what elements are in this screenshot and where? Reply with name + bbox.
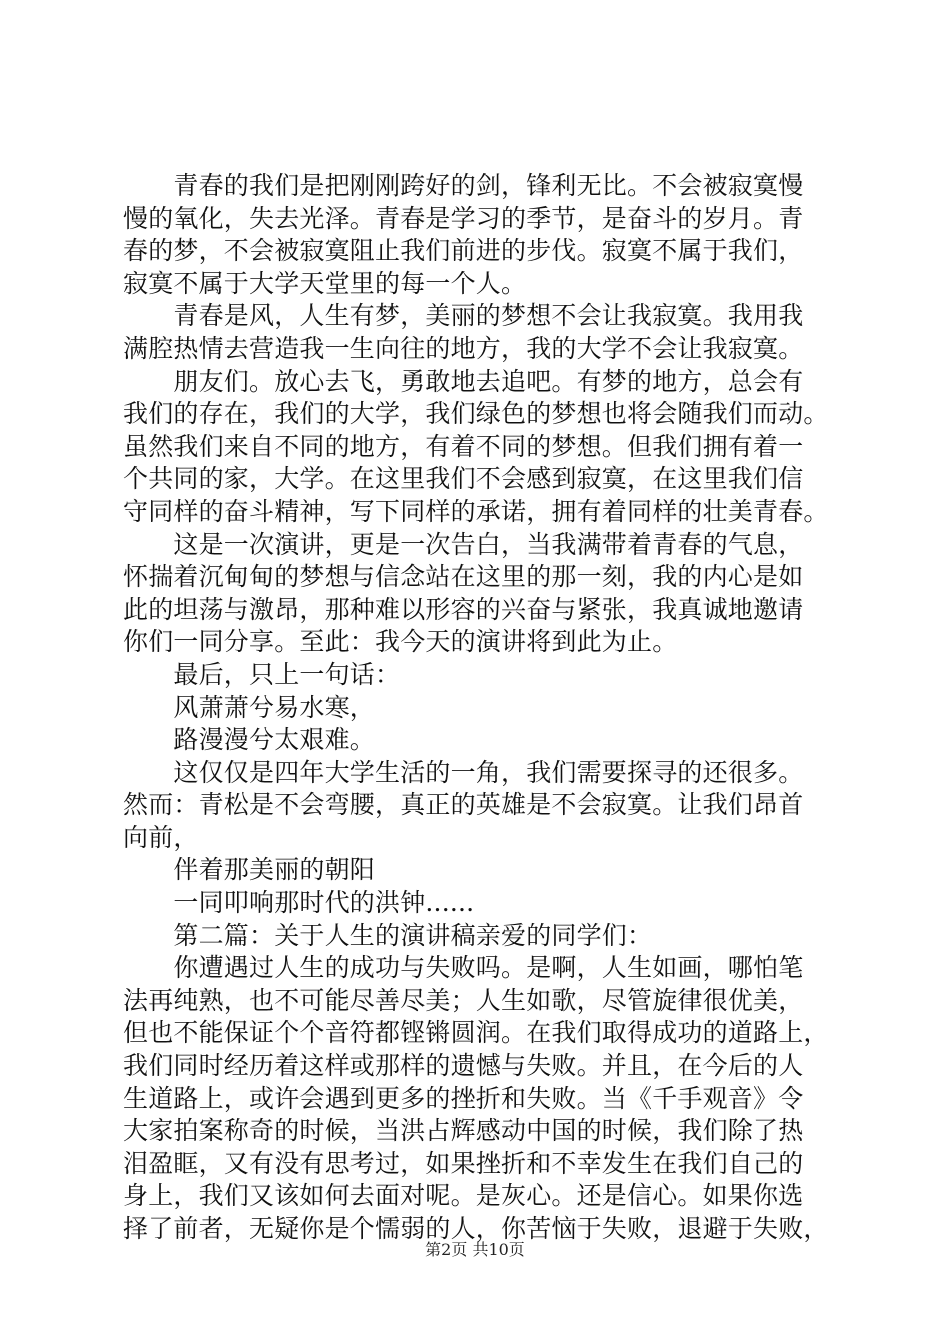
text-line: 然而：青松是不会弯腰，真正的英雄是不会寂寞。让我们昂首 — [123, 790, 804, 820]
text-line: 大家拍案称奇的时候，当洪占辉感动中国的时候，我们除了热 — [123, 1116, 804, 1146]
document-body — [123, 170, 835, 1246]
text-line: 泪盈眶，又有没有思考过，如果挫折和不幸发生在我们自己的 — [123, 1148, 804, 1178]
text-line: 第二篇：关于人生的演讲稿亲爱的同学们： — [123, 920, 653, 950]
text-line: 身上，我们又该如何去面对呢。是灰心。还是信心。如果你选 — [123, 1181, 804, 1211]
text-line: 慢的氧化，失去光泽。青春是学习的季节，是奋斗的岁月。青 — [123, 203, 804, 233]
text-line: 虽然我们来自不同的地方，有着不同的梦想。但我们拥有着一 — [123, 431, 804, 461]
text-line: 怀揣着沉甸甸的梦想与信念站在这里的那一刻，我的内心是如 — [123, 562, 804, 592]
page-footer — [0, 1240, 950, 1260]
text-line: 一同叩响那时代的洪钟...... — [123, 888, 475, 918]
text-line: 你遭遇过人生的成功与失败吗。是啊，人生如画，哪怕笔 — [123, 953, 804, 983]
text-line: 个共同的家，大学。在这里我们不会感到寂寞，在这里我们信 — [123, 464, 804, 494]
text-line: 向前， — [123, 822, 199, 852]
text-line: 你们一同分享。至此：我今天的演讲将到此为止。 — [123, 627, 678, 657]
text-line: 朋友们。放心去飞，勇敢地去追吧。有梦的地方，总会有 — [123, 366, 804, 396]
text-line: 路漫漫兮太艰难。 — [123, 725, 376, 755]
text-line: 风萧萧兮易水寒， — [123, 692, 376, 722]
text-line: 这仅仅是四年大学生活的一角，我们需要探寻的还很多。 — [123, 757, 804, 787]
text-line: 春的梦，不会被寂寞阻止我们前进的步伐。寂寞不属于我们， — [123, 236, 804, 266]
text-line: 青春是风，人生有梦，美丽的梦想不会让我寂寞。我用我 — [123, 301, 804, 331]
text-line: 守同样的奋斗精神，写下同样的承诺，拥有着同样的壮美青春。 — [123, 496, 829, 526]
text-line: 但也不能保证个个音符都铿锵圆润。在我们取得成功的道路上， — [123, 1018, 829, 1048]
text-line: 择了前者，无疑你是个懦弱的人，你苦恼于失败，退避于失败， — [123, 1214, 829, 1243]
text-line: 青春的我们是把刚刚跨好的剑，锋利无比。不会被寂寞慢 — [123, 171, 804, 200]
text-line: 我们的存在，我们的大学，我们绿色的梦想也将会随我们而动。 — [123, 399, 829, 429]
text-line: 寂寞不属于大学天堂里的每一个人。 — [123, 268, 527, 298]
text-line: 这是一次演讲，更是一次告白，当我满带着青春的气息， — [123, 529, 804, 559]
text-line: 我们同时经历着这样或那样的遗憾与失败。并且，在今后的人 — [123, 1051, 804, 1081]
text-line: 此的坦荡与激昂，那种难以形容的兴奋与紧张，我真诚地邀请 — [123, 594, 804, 624]
text-line: 满腔热情去营造我一生向往的地方，我的大学不会让我寂寞。 — [123, 333, 804, 363]
page-number-text: 第2页 共10页 — [425, 1240, 525, 1259]
text-line: 生道路上，或许会遇到更多的挫折和失败。当《千手观音》令 — [123, 1083, 804, 1113]
text-line: 最后，只上一句话： — [123, 659, 401, 689]
text-line: 法再纯熟，也不可能尽善尽美；人生如歌，尽管旋律很优美， — [123, 985, 804, 1015]
text-line: 伴着那美丽的朝阳 — [123, 855, 376, 885]
